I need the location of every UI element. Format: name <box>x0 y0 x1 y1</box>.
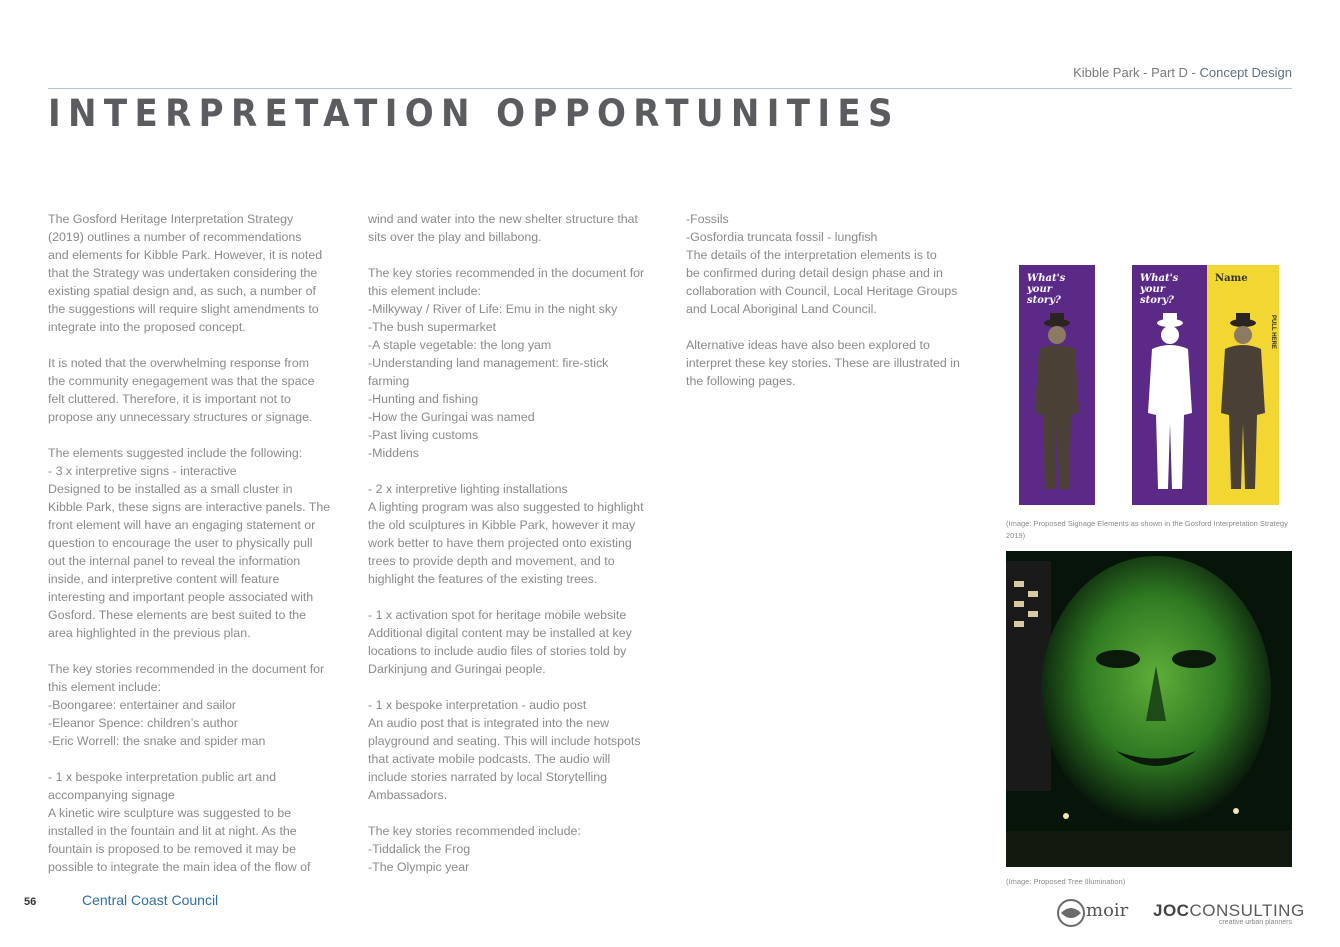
text-line: -Fossils <box>686 212 729 226</box>
text-line: the community enegagement was that the space <box>48 374 315 388</box>
joc-logo-rest: CONSULTING <box>1189 901 1305 920</box>
text-line: -Eric Worrell: the snake and spider man <box>48 734 266 748</box>
page-number: 56 <box>24 896 37 908</box>
page-title: INTERPRETATION OPPORTUNITIES <box>48 92 900 135</box>
tree-face-projection <box>1006 551 1292 867</box>
text-line: this element include: <box>48 680 161 694</box>
text-line: - 3 x interpretive signs - interactive <box>48 464 237 478</box>
text-line: The key stories recommended include: <box>368 824 581 838</box>
signage-panel-front <box>1019 265 1095 505</box>
joc-logo-bold: JOC <box>1153 901 1190 920</box>
text-line: the old sculptures in Kibble Park, however it may <box>368 518 636 532</box>
text-line: wind and water into the new shelter structure that <box>368 212 638 226</box>
text-line: collaboration with Council, Local Heritage Groups <box>686 284 958 298</box>
text-line: the suggestions will require slight amendments to <box>48 302 319 316</box>
paragraph <box>48 768 340 876</box>
text-line: - 1 x bespoke interpretation - audio post <box>368 698 587 712</box>
text-column-1 <box>48 210 340 894</box>
header-rule <box>48 88 1292 89</box>
text-line: The key stories recommended in the document for <box>368 266 645 280</box>
council-name: Central Coast Council <box>82 892 219 908</box>
text-line: -Milkyway / River of Life: Emu in the night sky <box>368 302 618 316</box>
joc-consulting-logo <box>1153 901 1305 921</box>
text-line: interpret these key stories. These are illustrated in <box>686 356 960 370</box>
text-line: interesting and important people associated with <box>48 590 314 604</box>
text-line: -Gosfordia truncata fossil - lungfish <box>686 230 878 244</box>
text-line: The details of the interpretation elements is to <box>686 248 937 262</box>
paragraph <box>48 660 340 750</box>
text-line: the following pages. <box>686 374 796 388</box>
pull-here-label: PULL HERE <box>1270 315 1276 349</box>
text-line: An audio post that is integrated into the new <box>368 716 610 730</box>
text-line: area highlighted in the previous plan. <box>48 626 251 640</box>
breadcrumb <box>1073 65 1292 80</box>
paragraph <box>48 210 340 336</box>
text-line: The key stories recommended in the document for <box>48 662 325 676</box>
text-line: A kinetic wire sculpture was suggested to be <box>48 806 292 820</box>
breadcrumb-current: Concept Design <box>1199 65 1292 80</box>
text-line: be confirmed during detail design phase and in <box>686 266 943 280</box>
paragraph <box>368 480 660 588</box>
text-line: sits over the play and billabong. <box>368 230 542 244</box>
text-line: -Tiddalick the Frog <box>368 842 471 856</box>
text-line: -Hunting and fishing <box>368 392 479 406</box>
text-line: front element will have an engaging statement or <box>48 518 316 532</box>
text-line: inside, and interpretive content will feature <box>48 572 280 586</box>
historic-man-figure <box>1025 313 1089 493</box>
paragraph <box>686 336 971 390</box>
text-line: -The Olympic year <box>368 860 470 874</box>
tree-caption: (Image: Proposed Tree Illumination) <box>1006 877 1126 886</box>
paragraph <box>686 210 971 318</box>
text-line: -Eleanor Spence: children’s author <box>48 716 238 730</box>
breadcrumb-prefix: Kibble Park - Part D - <box>1073 65 1200 80</box>
paragraph <box>368 606 660 678</box>
paragraph <box>368 822 660 876</box>
text-line: -Boongaree: entertainer and sailor <box>48 698 237 712</box>
text-line: Additional digital content may be installed at key <box>368 626 632 640</box>
signage-caption: (Image: Proposed Signage Elements as shown in the Gosford Interpretation Strategy 2019) <box>1006 519 1288 540</box>
text-line: Alternative ideas have also been explored to <box>686 338 930 352</box>
text-line: playground and seating. This will include hotspots <box>368 734 641 748</box>
moir-logo: moir <box>1086 900 1129 921</box>
signage-illustration <box>1006 260 1296 510</box>
text-line: Darkinjung and Guringai people. <box>368 662 546 676</box>
paragraph <box>48 444 340 642</box>
moir-logo-icon <box>1056 898 1086 928</box>
text-line: that the Strategy was undertaken considering the <box>48 266 318 280</box>
text-line: -The bush supermarket <box>368 320 497 334</box>
text-line: propose any unnecessary structures or signage. <box>48 410 313 424</box>
text-line: possible to integrate the main idea of the flow of <box>48 860 311 874</box>
text-line: -Past living customs <box>368 428 479 442</box>
text-line: that activate mobile podcasts. The audio will <box>368 752 611 766</box>
text-line: this element include: <box>368 284 481 298</box>
paragraph <box>368 264 660 462</box>
text-line: and Local Aboriginal Land Council. <box>686 302 877 316</box>
panel-statement: What's your story? <box>1140 273 1179 306</box>
text-column-3 <box>686 210 971 408</box>
text-line: A lighting program was also suggested to highlight <box>368 500 644 514</box>
text-line: and elements for Kibble Park. However, it is noted <box>48 248 323 262</box>
paragraph <box>48 354 340 426</box>
text-line: -A staple vegetable: the long yam <box>368 338 552 352</box>
text-line: Kibble Park, these signs are interactive panels. The <box>48 500 331 514</box>
tree-illumination-photo <box>1006 551 1292 867</box>
joc-tagline: creative urban planners <box>1218 919 1292 926</box>
text-line: existing spatial design and, as such, a number of <box>48 284 316 298</box>
text-line: Ambassadors. <box>368 788 448 802</box>
text-line: It is noted that the overwhelming response from <box>48 356 310 370</box>
text-line: Gosford. These elements are best suited to the <box>48 608 307 622</box>
text-line: The Gosford Heritage Interpretation Strategy <box>48 212 294 226</box>
text-line: (2019) outlines a number of recommendations <box>48 230 302 244</box>
text-line: locations to include audio files of stories told by <box>368 644 627 658</box>
text-line: fountain is proposed to be removed it may be <box>48 842 296 856</box>
text-line: Designed to be installed as a small cluster in <box>48 482 293 496</box>
text-line: The elements suggested include the following: <box>48 446 303 460</box>
signage-panel-pullout <box>1207 265 1279 505</box>
text-line: integrate into the proposed concept. <box>48 320 246 334</box>
text-line: felt cluttered. Therefore, it is important not to <box>48 392 291 406</box>
text-line: farming <box>368 374 410 388</box>
text-line: installed in the fountain and lit at night. As the <box>48 824 297 838</box>
text-line: -Middens <box>368 446 419 460</box>
text-line: -How the Guringai was named <box>368 410 535 424</box>
text-line: - 1 x bespoke interpretation public art and <box>48 770 276 784</box>
signage-panel-silhouette <box>1132 265 1208 505</box>
text-line: out the internal panel to reveal the information <box>48 554 301 568</box>
text-column-2 <box>368 210 660 894</box>
text-line: -Understanding land management: fire-stick <box>368 356 609 370</box>
paragraph <box>368 696 660 804</box>
text-line: include stories narrated by local Storytelling <box>368 770 607 784</box>
historic-man-figure <box>1211 313 1275 493</box>
text-line: - 1 x activation spot for heritage mobile website <box>368 608 627 622</box>
panel-name-heading: Name <box>1215 273 1248 284</box>
text-line: accompanying signage <box>48 788 175 802</box>
text-line: highlight the features of the existing trees. <box>368 572 598 586</box>
text-line: - 2 x interpretive lighting installations <box>368 482 568 496</box>
text-line: work better to have them projected onto existing <box>368 536 632 550</box>
panel-statement: What's your story? <box>1027 273 1066 306</box>
text-line: question to encourage the user to physically pull <box>48 536 313 550</box>
text-line: trees to provide depth and movement, and to <box>368 554 615 568</box>
silhouette-figure <box>1138 313 1202 493</box>
paragraph <box>368 210 660 246</box>
